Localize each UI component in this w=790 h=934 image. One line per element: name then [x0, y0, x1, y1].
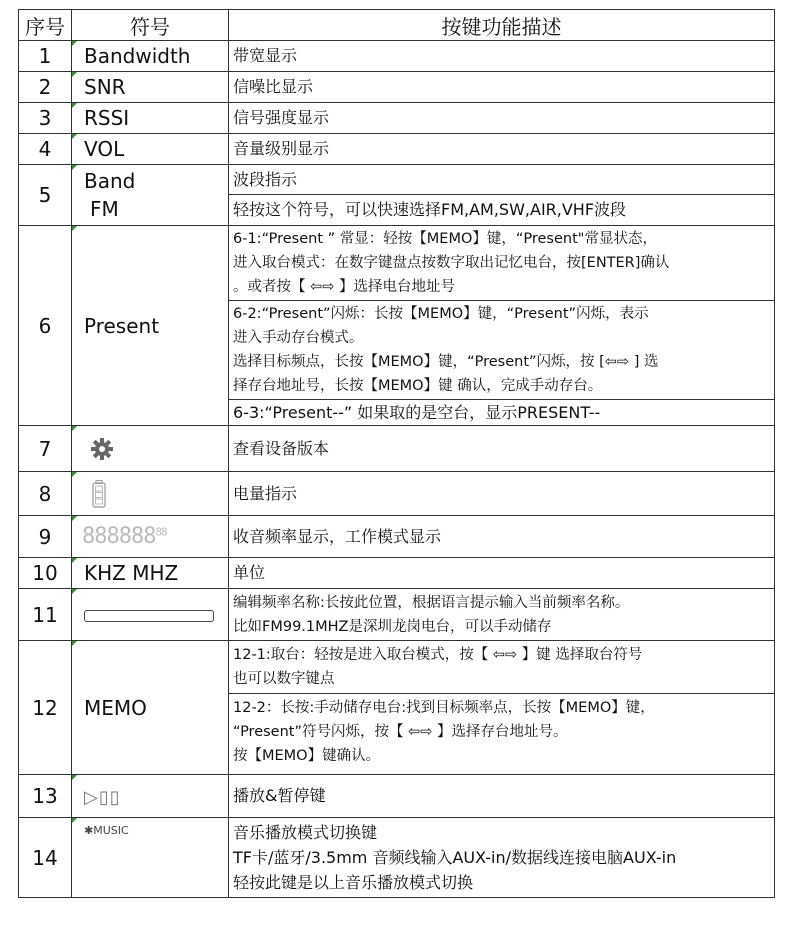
music-icon: ✱MUSIC — [84, 824, 129, 837]
row-symbol — [72, 472, 229, 516]
row-symbol: MEMO — [72, 641, 229, 775]
table-row — [19, 516, 775, 558]
row-description: 带宽显示 — [229, 41, 775, 72]
row-description: 播放&暂停键 — [229, 775, 775, 818]
row-symbol: Bandwidth — [72, 41, 229, 72]
row-description — [229, 641, 775, 694]
table-row — [19, 818, 775, 898]
description-line: 音乐播放模式切换键 — [233, 823, 378, 842]
row-description: 电量指示 — [229, 472, 775, 516]
symbol-fm: FM — [90, 197, 119, 221]
row-description: 轻按这个符号，可以快速选择FM,AM,SW,AIR,VHF波段 — [229, 195, 775, 226]
row-description — [229, 226, 775, 301]
symbol-band: Band — [84, 169, 136, 193]
table-row — [19, 641, 775, 694]
row-description — [229, 694, 775, 775]
description-line: 进入手动存台模式。 — [233, 330, 364, 346]
header-description: 按键功能描述 — [229, 10, 775, 41]
row-number: 2 — [19, 72, 72, 103]
row-description: 信号强度显示 — [229, 103, 775, 134]
row-description — [229, 589, 775, 641]
table-row — [19, 589, 775, 641]
segment-display-icon: 888888 — [82, 524, 156, 549]
table-row — [19, 41, 775, 72]
description-line: 12-2：长按:手动储存电台:找到目标频率点，长按【MEMO】键， — [233, 700, 655, 716]
row-description — [229, 301, 775, 400]
table-row — [19, 775, 775, 818]
row-description: 查看设备版本 — [229, 426, 775, 472]
description-line: 12-1:取台：轻按是进入取台模式，按【 ⇦⇨ 】键 选择取台符号 — [233, 647, 643, 663]
row-number: 8 — [19, 472, 72, 516]
row-number: 3 — [19, 103, 72, 134]
description-line: 也可以数字键点 — [233, 671, 335, 687]
row-symbol — [72, 818, 229, 898]
row-number: 5 — [19, 165, 72, 226]
row-number: 13 — [19, 775, 72, 818]
row-number: 1 — [19, 41, 72, 72]
row-symbol — [72, 165, 229, 226]
table-row — [19, 226, 775, 301]
description-line: 选择目标频点，长按【MEMO】键，“Present”闪烁，按 [⇦⇨ ] 选 — [233, 354, 659, 370]
row-symbol — [72, 516, 229, 558]
table-row — [19, 558, 775, 589]
music-label: MUSIC — [93, 824, 129, 837]
function-table — [18, 9, 775, 898]
table-row — [19, 472, 775, 516]
table-row — [19, 426, 775, 472]
description-line: 编辑频率名称:长按此位置，根据语言提示输入当前频率名称。 — [233, 594, 630, 611]
table-row — [19, 165, 775, 195]
row-symbol — [72, 589, 229, 641]
description-line: 择存台地址号，长按【MEMO】键 确认，完成手动存台。 — [233, 378, 603, 394]
row-description: 单位 — [229, 558, 775, 589]
row-description: 波段指示 — [229, 165, 775, 195]
description-line: 。或者按【 ⇦⇨ 】选择电台地址号 — [233, 279, 456, 295]
description-line: 轻按此键是以上音乐播放模式切换 — [233, 873, 474, 892]
row-symbol: SNR — [72, 72, 229, 103]
row-number: 11 — [19, 589, 72, 641]
description-line: 进入取台模式：在数字键盘点按数字取出记忆电台，按[ENTER]确认 — [233, 255, 670, 271]
battery-icon — [92, 480, 106, 508]
row-symbol: KHZ MHZ — [72, 558, 229, 589]
row-symbol: VOL — [72, 134, 229, 165]
description-line: TF卡/蓝牙/3.5mm 音频线输入AUX-in/数据线连接电脑AUX-in — [233, 848, 677, 867]
name-bar-icon — [84, 610, 214, 622]
row-number: 7 — [19, 426, 72, 472]
play-pause-icon: ▷▯▯ — [84, 787, 121, 808]
row-symbol — [72, 426, 229, 472]
row-number: 12 — [19, 641, 72, 775]
row-description: 收音频率显示，工作模式显示 — [229, 516, 775, 558]
description-line: 6-1:“Present ” 常显：轻按【MEMO】键，“Present"常显状态， — [233, 231, 657, 247]
table-header-row — [19, 10, 775, 41]
description-line: 6-2:“Present”闪烁：长按【MEMO】键，“Present”闪烁，表示 — [233, 306, 649, 322]
description-line: 比如FM99.1MHZ是深圳龙岗电台，可以手动储存 — [233, 618, 552, 635]
description-line: “Present”符号闪烁，按【 ⇦⇨ 】选择存台地址号。 — [233, 724, 568, 740]
row-description — [229, 818, 775, 898]
row-symbol — [72, 775, 229, 818]
table-row — [19, 134, 775, 165]
row-symbol: RSSI — [72, 103, 229, 134]
row-description: 6-3:“Present--” 如果取的是空台，显示PRESENT-- — [229, 400, 775, 426]
row-number: 6 — [19, 226, 72, 426]
header-symbol: 符号 — [72, 10, 229, 41]
row-description: 信噪比显示 — [229, 72, 775, 103]
row-description: 音量级别显示 — [229, 134, 775, 165]
row-number: 10 — [19, 558, 72, 589]
table-row — [19, 103, 775, 134]
header-number: 序号 — [19, 10, 72, 41]
row-number: 4 — [19, 134, 72, 165]
gear-icon — [90, 437, 114, 461]
table-row — [19, 72, 775, 103]
row-symbol: Present — [72, 226, 229, 426]
row-number: 14 — [19, 818, 72, 898]
description-line: 按【MEMO】键确认。 — [233, 748, 381, 764]
segment-display-sup: 88 — [155, 525, 167, 539]
row-number: 9 — [19, 516, 72, 558]
